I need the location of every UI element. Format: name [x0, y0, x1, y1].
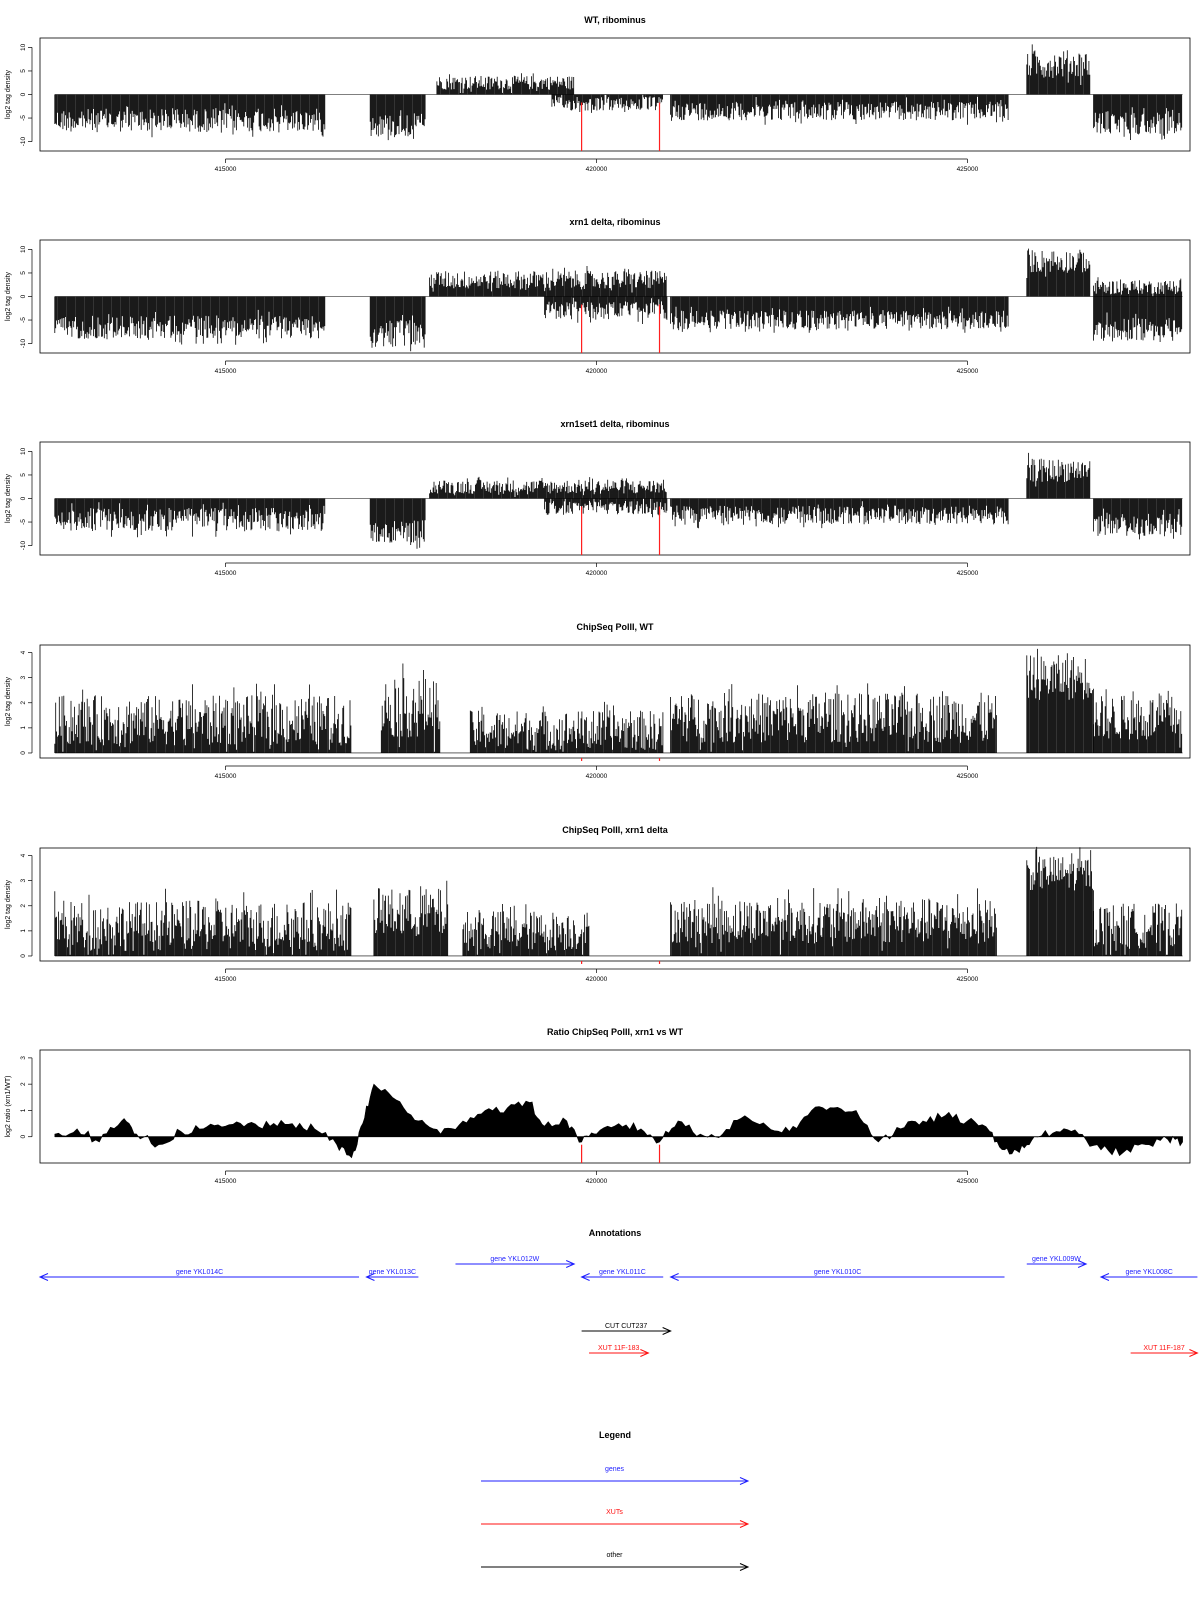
x-tick-label: 415000: [214, 976, 237, 983]
x-tick-label: 425000: [956, 773, 979, 780]
annotation-arrow: [366, 1269, 418, 1281]
bar-segment: [430, 477, 667, 499]
annotation-arrow: [671, 1269, 1005, 1281]
y-tick-label: -5: [20, 115, 27, 121]
y-tick-label: 5: [20, 473, 27, 477]
annotation-arrow: [40, 1269, 359, 1281]
y-tick-label: 10: [20, 43, 27, 52]
y-tick-label: 1: [20, 929, 27, 933]
chart-panel: [5, 622, 1190, 780]
x-tick-label: 420000: [585, 1178, 608, 1185]
bar-series: [55, 249, 1182, 352]
y-tick-label: 3: [20, 1056, 27, 1060]
y-tick-label: 5: [20, 271, 27, 275]
x-tick-label: 415000: [214, 773, 237, 780]
annotation-label: XUT 11F-183: [598, 1345, 640, 1352]
bar-segment: [671, 887, 997, 956]
bar-segment: [470, 702, 663, 753]
y-tick-label: 0: [20, 92, 27, 97]
bar-segment: [552, 95, 663, 113]
bar-segment: [1094, 297, 1182, 343]
y-axis-label: log2 tag density: [5, 879, 12, 930]
legend-label: other: [606, 1552, 623, 1559]
annotation-label: gene YKL012W: [490, 1256, 540, 1263]
bar-segment: [671, 499, 1009, 529]
legend-label: XUTs: [606, 1509, 623, 1516]
x-tick-label: 420000: [585, 570, 608, 577]
bar-series: [55, 649, 1182, 753]
y-tick-label: 10: [20, 447, 27, 456]
x-tick-label: 415000: [214, 166, 237, 173]
y-tick-label: 0: [20, 496, 27, 501]
y-tick-label: 1: [20, 1108, 27, 1113]
bar-segment: [430, 266, 667, 297]
annotation-label: gene YKL011C: [598, 1269, 646, 1276]
chart-title: xrn1 delta, ribominus: [569, 217, 661, 227]
legend-label: genes: [604, 1466, 625, 1473]
x-tick-label: 415000: [214, 368, 237, 375]
x-tick-label: 425000: [956, 976, 979, 983]
bar-segment: [671, 683, 997, 753]
annotation-arrow: [582, 1323, 671, 1335]
x-tick-label: 425000: [956, 1178, 979, 1185]
annotation-arrow: [589, 1345, 648, 1357]
bar-series: [55, 847, 1182, 956]
y-tick-label: 1: [20, 726, 27, 730]
annotation-label: XUT 11F-187: [1143, 1345, 1185, 1352]
bar-series: [55, 44, 1182, 140]
annotations-title: Annotations: [588, 1228, 642, 1238]
annotation-label: gene YKL008C: [1125, 1269, 1173, 1276]
annotation-label: gene YKL013C: [368, 1269, 417, 1276]
y-axis-label: log2 tag density: [5, 473, 12, 524]
bar-segment: [1094, 499, 1182, 540]
legend-item: [481, 1466, 748, 1485]
y-tick-label: 3: [20, 878, 27, 883]
y-tick-label: 0: [20, 954, 27, 958]
y-tick-label: -5: [20, 317, 27, 323]
bar-segment: [374, 881, 448, 956]
bar-segment: [1027, 249, 1090, 297]
bar-segment: [545, 297, 667, 325]
annotation-arrow: [1101, 1269, 1197, 1281]
chart-title: ChipSeq PolII, WT: [576, 622, 654, 632]
x-tick-label: 420000: [585, 166, 608, 173]
bar-segment: [1094, 277, 1182, 296]
bar-series: [55, 453, 1182, 549]
x-tick-label: 425000: [956, 570, 979, 577]
annotation-label: gene YKL014C: [175, 1269, 224, 1276]
y-tick-label: 4: [20, 650, 27, 655]
chart-panel: [5, 1027, 1190, 1185]
y-tick-label: 5: [20, 69, 27, 73]
bar-segment: [55, 297, 325, 345]
bar-segment: [381, 664, 440, 754]
x-tick-label: 415000: [214, 1178, 237, 1185]
bar-segment: [1094, 689, 1182, 753]
bar-segment: [437, 73, 574, 94]
annotation-arrow: [455, 1256, 574, 1268]
y-tick-label: -5: [20, 519, 27, 525]
legend-section: [481, 1430, 748, 1571]
annotation-label: CUT CUT237: [604, 1323, 648, 1330]
y-axis-label: log2 tag density: [5, 676, 12, 727]
x-tick-label: 425000: [956, 368, 979, 375]
y-tick-label: 0: [20, 1134, 27, 1139]
legend-title: Legend: [598, 1430, 632, 1440]
y-tick-label: 3: [20, 675, 27, 680]
bar-segment: [370, 297, 425, 352]
bar-segment: [1094, 904, 1182, 957]
annotation-label: gene YKL009W: [1031, 1256, 1081, 1263]
x-tick-label: 415000: [214, 570, 237, 577]
x-tick-label: 420000: [585, 368, 608, 375]
annotation-label: gene YKL010C: [813, 1269, 862, 1276]
x-tick-label: 420000: [585, 976, 608, 983]
chart-panel: [5, 419, 1190, 577]
bar-segment: [671, 95, 1009, 125]
y-tick-label: 2: [20, 1082, 27, 1086]
y-axis-label: log2 tag density: [5, 69, 12, 120]
bar-segment: [545, 499, 667, 518]
legend-item: [481, 1552, 748, 1571]
bar-segment: [55, 95, 325, 138]
y-tick-label: 4: [20, 853, 27, 858]
bar-segment: [1094, 95, 1182, 141]
x-tick-label: 420000: [585, 773, 608, 780]
x-tick-label: 425000: [956, 166, 979, 173]
y-tick-label: 0: [20, 751, 27, 755]
annotation-arrow: [582, 1269, 664, 1281]
y-tick-label: 2: [20, 903, 27, 908]
annotation-arrow: [1027, 1256, 1086, 1268]
chart-title: xrn1set1 delta, ribominus: [560, 419, 670, 429]
bar-segment: [370, 499, 425, 549]
annotation-arrow: [1131, 1345, 1198, 1357]
bar-segment: [370, 95, 425, 141]
chart-title: ChipSeq PolII, xrn1 delta: [562, 825, 668, 835]
bar-segment: [1027, 453, 1090, 499]
y-axis-label: log2 ratio (xrn1/WT): [5, 1075, 12, 1138]
bar-segment: [1027, 44, 1090, 94]
chart-title: Ratio ChipSeq PolII, xrn1 vs WT: [546, 1027, 684, 1037]
y-tick-label: -10: [20, 338, 27, 349]
y-tick-label: 10: [20, 245, 27, 254]
annotations-section: [40, 1228, 1197, 1357]
y-tick-label: 0: [20, 294, 27, 299]
bar-segment: [55, 889, 351, 956]
chart-panel: [5, 825, 1190, 983]
y-axis-label: log2 tag density: [5, 271, 12, 322]
legend-item: [481, 1509, 748, 1528]
y-tick-label: -10: [20, 540, 27, 551]
chart-panel: [5, 15, 1190, 173]
y-tick-label: 2: [20, 700, 27, 705]
chart-panel: [5, 217, 1190, 375]
bar-segment: [55, 684, 351, 753]
bar-segment: [671, 297, 1009, 333]
bar-segment: [1027, 847, 1094, 956]
y-tick-label: -10: [20, 136, 27, 147]
bar-segment: [55, 499, 325, 538]
bar-segment: [1027, 649, 1094, 753]
bar-segment: [463, 904, 589, 956]
ratio-area: [55, 1084, 1183, 1158]
chart-title: WT, ribominus: [584, 15, 646, 25]
